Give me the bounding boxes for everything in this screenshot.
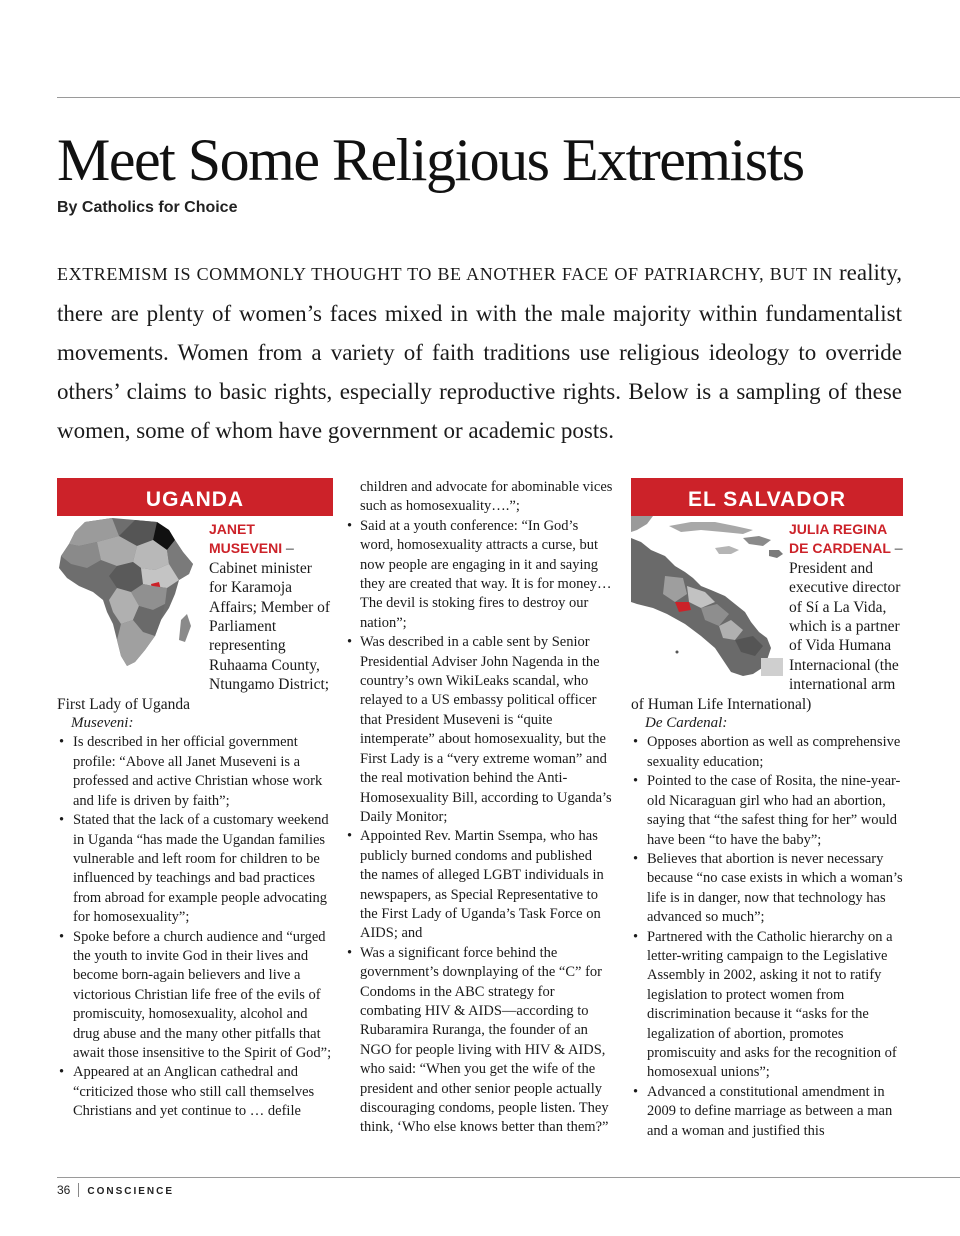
list-item: • Appeared at an Anglican cathedral and “criticized those who still call themselves Christians and yet continue to … defile: [57, 1063, 333, 1121]
list-item: • Was described in a cable sent by Senior Presidential Adviser John Nagenda in the country’s own WikiLeaks scandal, who relayed to a US embassy political officer that President Museveni is “quite intemperate” about homosexuality, but the First Lady is a “very extreme woman” and the real motivation behind the Anti-Homosexuality Bill, according to Uganda’s Daily Monitor;: [345, 633, 613, 827]
list-item: • Spoke before a church audience and “urged the youth to invite God in their lives and become born-again believers and live a victorious Christian life free of the evils of promiscuity, homosexuality, alcohol and drug abuse and the many other pitfalls that await those insensitive to the Spirit of God”;: [57, 928, 333, 1064]
middle-bullet-list: [345, 517, 613, 1138]
uganda-column: [57, 478, 333, 1122]
uganda-bio-text: Cabinet minister for Karamoja Affairs; Member of Parliament representing Ruhaama County, Ntungamo District; First Lady of Uganda: [57, 559, 331, 713]
list-item: • Appointed Rev. Martin Ssempa, who has publicly burned condoms and published the names of alleged LGBT individuals in newspapers, as Special Representative to the First Lady of Uganda’s Task Force on AIDS; and: [345, 827, 613, 943]
bottom-rule: [57, 1177, 960, 1178]
list-item: • Opposes abortion as well as comprehensive sexuality education;: [631, 733, 903, 772]
el-salvador-banner: EL SALVADOR: [631, 478, 903, 516]
el-salvador-bio-text: President and executive director of Sí a La Vida, which is a partner of Vida Humana Internacional (the international arm of Human Life International): [631, 559, 901, 713]
list-item: • Partnered with the Catholic hierarchy on a letter-writing campaign to the Legislative Assembly in 2002, asking it not to ratify legislation to protect women from discrimination because it “asks for the legalization of abortion, promotes promiscuity and asks for the recognition of homosexual unions”;: [631, 928, 903, 1083]
list-item: • Believes that abortion is never necessary because “no case exists in which a woman’s life is in danger, now that technology has advanced so much”;: [631, 850, 903, 928]
el-salvador-person-name-line1: JULIA REGINA: [789, 521, 888, 537]
article-intro: [57, 253, 902, 450]
list-item: • Said at a youth conference: “In God’s word, homosexuality attracts a curse, but now people are engaging in it and saying they are created that way. It is for money… The devil is stoking fires to destroy our nation”;: [345, 517, 613, 633]
uganda-name-dash: –: [282, 540, 294, 558]
magazine-name: CONSCIENCE: [87, 1186, 175, 1197]
el-salvador-name-dash: –: [890, 540, 903, 558]
intro-body: reality, there are plenty of women’s faces mixed in with the male majority within fundamentalist movements. Women from a variety of faith traditions use religious ideology to override others’ claims to basic rights, especially reproductive rights. Below is a sampling of these women, some of whom have government or academic posts.: [57, 260, 903, 443]
el-salvador-person-name-line2: DE CARDENAL: [789, 540, 891, 557]
uganda-subhead: Museveni:: [71, 715, 134, 732]
list-item: • Advanced a constitutional amendment in 2009 to define marriage as between a man and a woman and justified this: [631, 1083, 903, 1141]
list-item: • Is described in her official government profile: “Above all Janet Museveni is a professed and active Christian whose work and life is driven by faith”;: [57, 733, 333, 811]
el-salvador-bullet-list: [631, 733, 903, 1141]
middle-column: [345, 478, 613, 1138]
el-salvador-subhead: De Cardenal:: [645, 715, 728, 732]
top-rule: [57, 97, 960, 98]
el-salvador-column: [631, 478, 903, 1141]
list-item: • Was a significant force behind the government’s downplaying of the “C” for Condoms in the ABC strategy for combating HIV & AIDS—according to Rubaramira Ruranga, the founder of an NGO for people living with HIV & AIDS, who said: “When you get the wife of the president and other senior people actually discouraging condoms, people listen. They think, ‘Who else knows better than them?”: [345, 944, 613, 1138]
continued-text: children and advocate for abominable vices such as homosexuality….”;: [360, 479, 613, 515]
article-byline: By Catholics for Choice: [57, 199, 238, 216]
uganda-banner: UGANDA: [57, 478, 333, 516]
africa-map-icon: [57, 516, 203, 676]
page-number: 36: [57, 1183, 79, 1197]
article-title: Meet Some Religious Extremists: [57, 127, 804, 193]
list-item: • Pointed to the case of Rosita, the nine-year-old Nicaraguan girl who had an abortion, saying that “the safest thing for her” would have been “to have the baby”;: [631, 772, 903, 850]
uganda-person-name-line2: MUSEVENI: [209, 540, 283, 557]
central-america-map-icon: [631, 516, 783, 676]
list-item: • Stated that the lack of a customary weekend in Uganda “has made the Ugandan families vulnerable and left room for children to be influenced by teachings and bad practices from abroad for example people advocating for homosexuality”;: [57, 811, 333, 927]
uganda-person-name-line1: JANET: [209, 521, 255, 537]
uganda-bullet-list: [57, 733, 333, 1121]
intro-lead: EXTREMISM IS COMMONLY THOUGHT TO BE ANOTHER FACE OF PATRIARCHY, BUT IN: [57, 264, 833, 284]
page-footer: [57, 1183, 174, 1197]
